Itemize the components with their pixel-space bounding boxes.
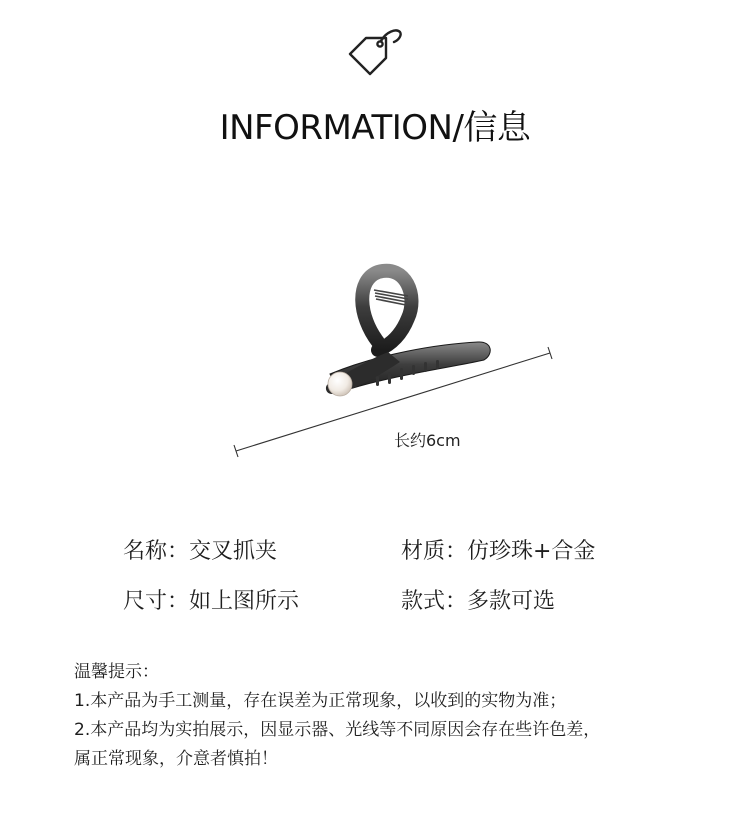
spec-name: 名称：交叉抓夹 bbox=[123, 539, 278, 564]
tips-line-2: 2.本产品均为实拍展示，因显示器、光线等不同原因会存在些许色差， bbox=[74, 720, 601, 740]
tag-icon bbox=[344, 20, 406, 80]
tips-line-3: 属正常现象，介意者慎拍！ bbox=[74, 749, 278, 769]
tips-line-1: 1.本产品为手工测量，存在误差为正常现象，以收到的实物为准； bbox=[74, 691, 567, 711]
spec-size: 尺寸：如上图所示 bbox=[123, 589, 300, 614]
spec-material: 材质：仿珍珠+合金 bbox=[401, 539, 596, 564]
tips-heading: 温馨提示： bbox=[74, 662, 159, 682]
page-title: INFORMATION/信息 bbox=[219, 108, 531, 148]
dimension-label: 长约6cm bbox=[394, 431, 461, 450]
tips-section bbox=[74, 658, 744, 774]
spec-style: 款式：多款可选 bbox=[401, 589, 556, 614]
